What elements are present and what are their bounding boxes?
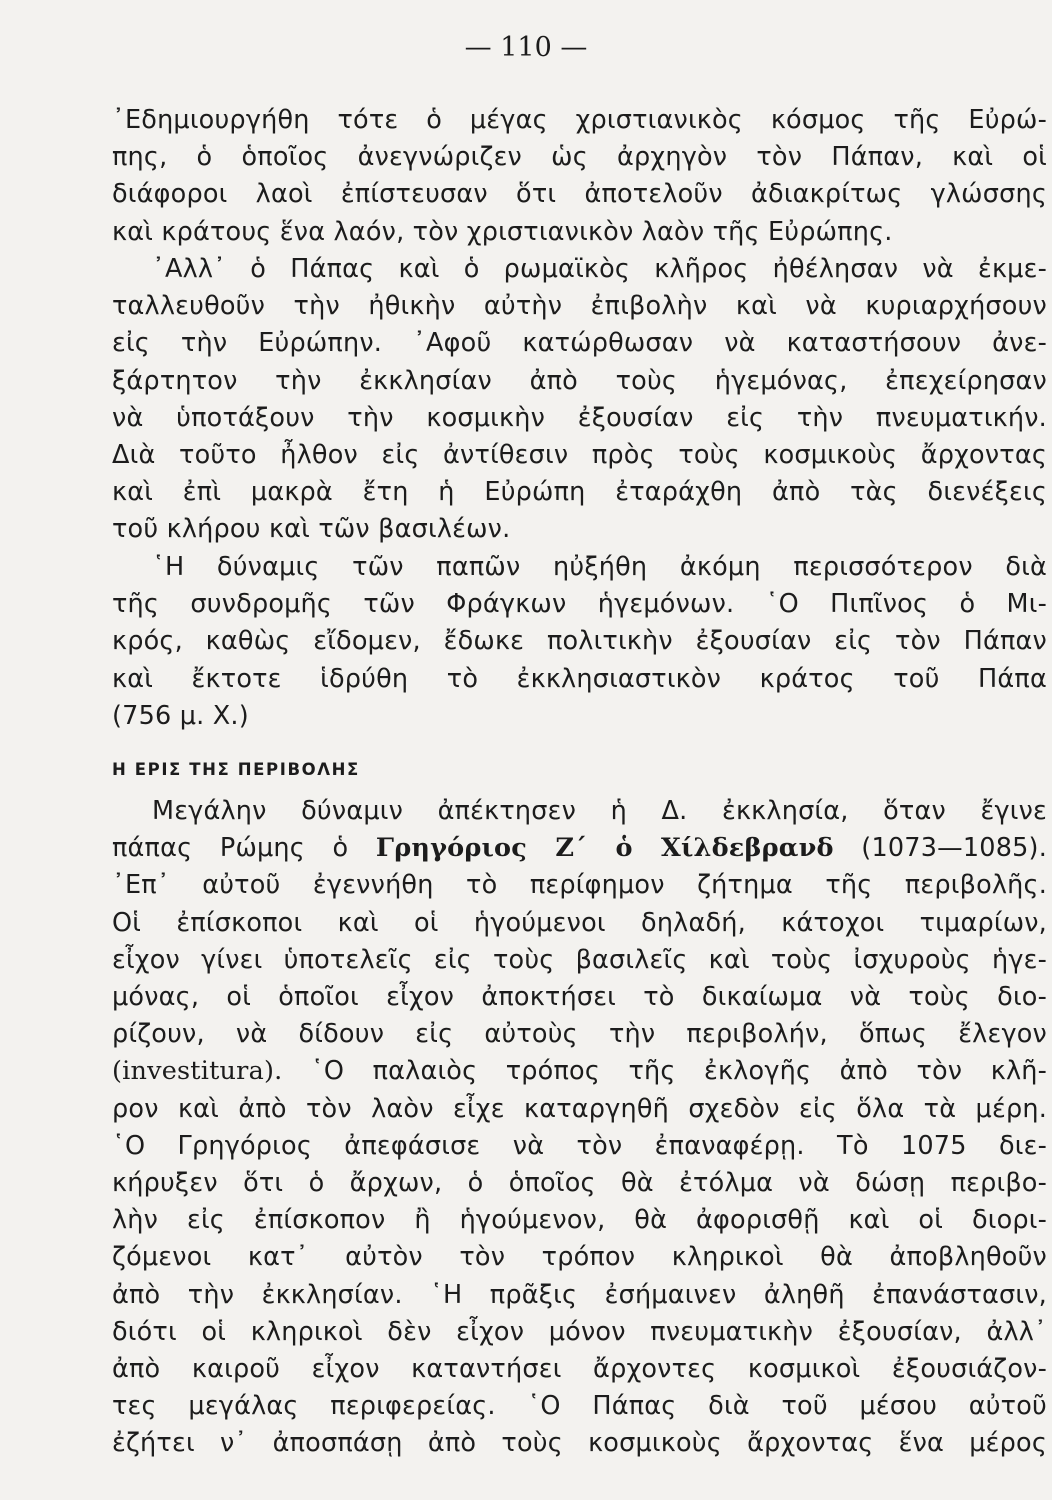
text-line: καὶ ἐπὶ μακρὰ ἔτη ἡ Εὐρώπη ἐταράχθη ἀπὸ τὰς διενέξεις [112, 477, 1047, 508]
text-line: διάφοροι λαοὶ ἐπίστευσαν ὅτι ἀποτελοῦν ἀδιακρίτως γλώσσης [112, 179, 1047, 210]
text-line: Διὰ τοῦτο ἦλθον εἰς ἀντίθεσιν πρὸς τοὺς κοσμικοὺς ἄρχοντας [112, 440, 1047, 471]
text-line [112, 1053, 1047, 1090]
paragraph-3 [112, 549, 1047, 735]
text-line: εἶχον γίνει ὑποτελεῖς εἰς τοὺς βασιλεῖς καὶ τοὺς ἰσχυροὺς ἡγε- [112, 944, 1047, 975]
text-line: ρον καὶ ἀπὸ τὸν λαὸν εἶχε καταργηθῆ σχεδὸν εἰς ὅλα τὰ μέρη. [112, 1093, 1047, 1124]
text-line: ᾿Επ᾿ αὐτοῦ ἐγεννήθη τὸ περίφημον ζήτημα τῆς περιβολῆς. [112, 870, 1047, 901]
text-line: καὶ κράτους ἕνα λαόν, τὸν χριστιανικὸν λαὸν τῆς Εὐρώπης. [112, 216, 893, 247]
text-line: Μεγάλην δύναμιν ἀπέκτησεν ἡ Δ. ἐκκλησία, ὅταν ἔγινε [152, 796, 1047, 826]
text-line: κρός, καθὼς εἴδομεν, ἔδωκε πολιτικὴν ἐξουσίαν εἰς τὸν Πάπαν [112, 626, 1047, 657]
text-line: (756 μ. Χ.) [112, 700, 249, 731]
text-segment: ῾Ο παλαιὸς τρόπος τῆς ἐκλογῆς ἀπὸ τὸν κλῆ- [282, 1056, 1047, 1087]
paragraph-2 [112, 251, 1047, 549]
text-line: ἐζήτει ν᾿ ἀποσπάσῃ ἀπὸ τοὺς κοσμικοὺς ἄρχοντας ἕνα μέρος [112, 1428, 1047, 1459]
text-line: τῆς συνδρομῆς τῶν Φράγκων ἡγεμόνων. ῾Ο Πιπῖνος ὁ Μι- [112, 589, 1047, 620]
text-line: ᾿Εδημιουργήθη τότε ὁ μέγας χριστιανικὸς κόσμος τῆς Εὐρώ- [112, 105, 1047, 135]
emphasized-name: Γρηγόριος Ζ΄ ὁ Χίλδεβρανδ [375, 833, 834, 864]
text-line: εἰς τὴν Εὐρώπην. ᾿Αφοῦ κατώρθωσαν νὰ καταστήσουν ἀνε- [112, 328, 1047, 359]
text-line: μόνας, οἱ ὁποῖοι εἶχον ἀποκτήσει τὸ δικαίωμα νὰ τοὺς διο- [112, 982, 1047, 1013]
latin-term: (investitura). [112, 1056, 283, 1087]
text-line: ῾Η δύναμις τῶν παπῶν ηὐξήθη ἀκόμη περισσότερον διὰ [152, 552, 1047, 582]
text-line: Οἱ ἐπίσκοποι καὶ οἱ ἡγούμενοι δηλαδή, κάτοχοι τιμαρίων, [112, 907, 1047, 938]
text-line: καὶ ἔκτοτε ἱδρύθη τὸ ἐκκλησιαστικὸν κράτος τοῦ Πάπα [112, 663, 1047, 694]
text-line: ᾿Αλλ᾿ ὁ Πάπας καὶ ὁ ρωμαϊκὸς κλῆρος ἠθέλησαν νὰ ἐκμε- [152, 254, 1047, 284]
text-line: κήρυξεν ὅτι ὁ ἄρχων, ὁ ὁποῖος θὰ ἐτόλμα νὰ δώσῃ περιβο- [112, 1168, 1047, 1199]
page-number: — 110 — [464, 32, 588, 63]
text-line: πης, ὁ ὁποῖος ἀνεγνώριζεν ὡς ἀρχηγὸν τὸν Πάπαν, καὶ οἱ [112, 142, 1047, 173]
text-line: νὰ ὑποτάξουν τὴν κοσμικὴν ἐξουσίαν εἰς τὴν πνευματικήν. [112, 402, 1047, 433]
text-line: ταλλευθοῦν τὴν ἠθικὴν αὐτὴν ἐπιβολὴν καὶ νὰ κυριαρχήσουν [112, 291, 1047, 322]
section-heading: Η ΕΡΙΣ ΤΗΣ ΠΕΡΙΒΟΛΗΣ [112, 760, 360, 779]
text-line: λὴν εἰς ἐπίσκοπον ἢ ἡγούμενον, θὰ ἀφορισθῇ καὶ οἱ διορι- [112, 1205, 1047, 1236]
text-line: τοῦ κλήρου καὶ τῶν βασιλέων. [112, 514, 511, 545]
section-paragraph [112, 793, 1047, 1463]
text-line: ξάρτητον τὴν ἐκκλησίαν ἀπὸ τοὺς ἡγεμόνας, ἐπεχείρησαν [112, 365, 1047, 396]
text-line: ζόμενοι κατ᾿ αὐτὸν τὸν τρόπον κληρικοὶ θὰ ἀποβληθοῦν [112, 1242, 1047, 1273]
text-segment: πάπας Ρώμης ὁ [112, 833, 376, 864]
text-line: τες μεγάλας περιφερείας. ῾Ο Πάπας διὰ τοῦ μέσου αὐτοῦ [112, 1391, 1047, 1422]
text-line: ῾Ο Γρηγόριος ἀπεφάσισε νὰ τὸν ἐπαναφέρῃ. Τὸ 1075 διε- [112, 1130, 1047, 1161]
text-segment: (1073—1085). [833, 833, 1048, 864]
text-line [112, 830, 1047, 867]
text-line: ἀπὸ καιροῦ εἶχον καταντήσει ἄρχοντες κοσμικοὶ ἐξουσιάζον- [112, 1354, 1047, 1385]
paragraph-1 [112, 102, 1047, 251]
text-line: ἀπὸ τὴν ἐκκλησίαν. ῾Η πρᾶξις ἐσήμαινεν ἀληθῆ ἐπανάστασιν, [112, 1279, 1047, 1310]
text-line: διότι οἱ κληρικοὶ δὲν εἶχον μόνον πνευματικὴν ἐξουσίαν, ἀλλ᾿ [112, 1316, 1047, 1347]
text-line: ρίζουν, νὰ δίδουν εἰς αὐτοὺς τὴν περιβολήν, ὅπως ἔλεγον [112, 1019, 1047, 1050]
